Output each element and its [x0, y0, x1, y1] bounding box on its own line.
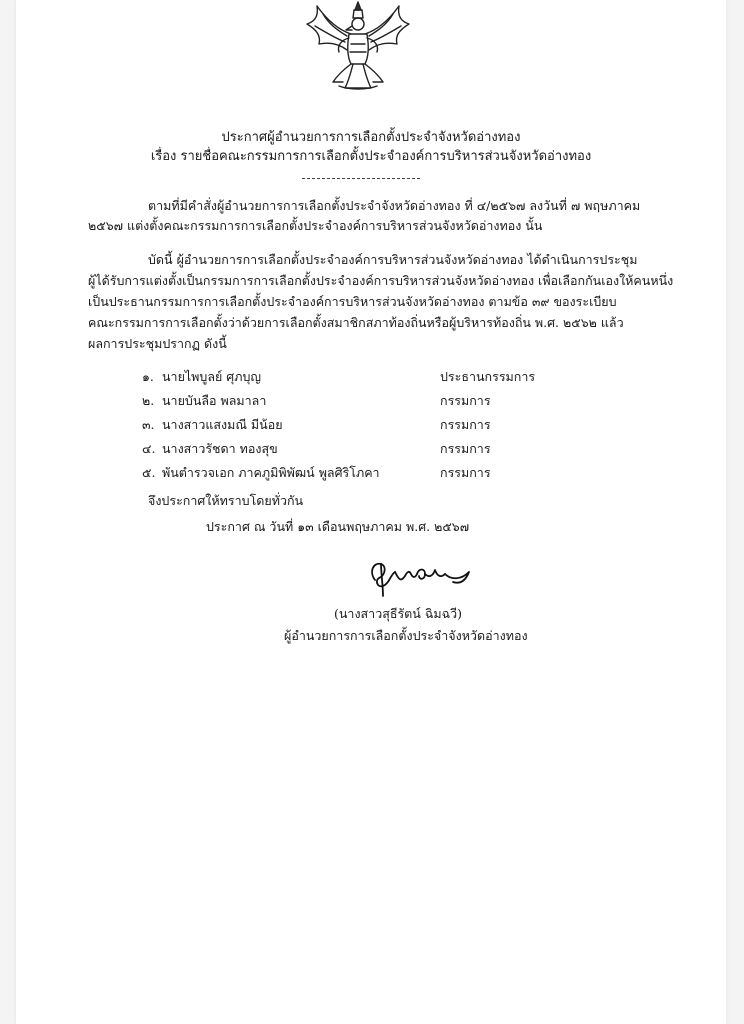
committee-number: ๕.: [142, 465, 156, 480]
paragraph-2-line-3: เป็นประธานกรรมการการเลือกตั้งประจำองค์การบริหารส่วนจังหวัดอ่างทอง ตามข้อ ๓๙ ของระเบียบ: [88, 294, 617, 309]
committee-name: นางสาวรัชดา ทองสุข: [162, 441, 278, 456]
committee-number: ๔.: [142, 441, 156, 456]
document-page: [16, 0, 726, 1024]
committee-number: ๒.: [142, 393, 155, 408]
paragraph-1-line-2: ๒๕๖๗ แต่งตั้งคณะกรรมการการเลือกตั้งประจำองค์การบริหารส่วนจังหวัดอ่างทอง นั้น: [88, 218, 543, 233]
signatory-name: (นางสาวสุธีรัตน์ ฉิมฉวี): [334, 606, 462, 621]
committee-name: นายบันลือ พลมาลา: [162, 393, 267, 408]
committee-row: [142, 440, 572, 458]
announcement-subject: เรื่อง รายชื่อคณะกรรมการการเลือกตั้งประจำองค์การบริหารส่วนจังหวัดอ่างทอง: [150, 149, 592, 164]
closing-announcement: จึงประกาศให้ทราบโดยทั่วกัน: [148, 493, 304, 508]
committee-role: กรรมการ: [440, 465, 491, 480]
committee-role: กรรมการ: [440, 441, 491, 456]
committee-row: [142, 368, 572, 386]
committee-row: [142, 392, 572, 410]
committee-name: นางสาวแสงมณี มีน้อย: [162, 417, 283, 432]
title-divider: [302, 178, 420, 179]
paragraph-2-line-5: ผลการประชุมปรากฏ ดังนี้: [88, 336, 227, 351]
committee-number: ๓.: [142, 417, 155, 432]
signatory-position: ผู้อำนวยการการเลือกตั้งประจำจังหวัดอ่างทอง: [284, 628, 528, 643]
committee-number: ๑.: [142, 369, 154, 384]
committee-row: [142, 416, 572, 434]
committee-role: กรรมการ: [440, 393, 491, 408]
announcement-title: ประกาศผู้อำนวยการการเลือกตั้งประจำจังหวัดอ่างทอง: [221, 130, 521, 145]
paragraph-1-line-1: ตามที่มีคำสั่งผู้อำนวยการการเลือกตั้งประจำจังหวัดอ่างทอง ที่ ๔/๒๕๖๗ ลงวันที่ ๗ พฤษภาคม: [148, 198, 641, 213]
committee-role: ประธานกรรมการ: [440, 369, 536, 384]
paragraph-2-line-4: คณะกรรมการการเลือกตั้งว่าด้วยการเลือกตั้งสมาชิกสภาท้องถิ่นหรือผู้บริหารท้องถิ่น พ.ศ. ๒๕๖๒ แล้ว: [88, 315, 624, 330]
committee-name: นายไพบูลย์ ศุภบุญ: [162, 369, 262, 384]
announcement-date: ประกาศ ณ วันที่ ๑๓ เดือนพฤษภาคม พ.ศ. ๒๕๖๗: [206, 519, 470, 534]
paragraph-2-line-2: ผู้ได้รับการแต่งตั้งเป็นกรรมการการเลือกตั้งประจำองค์การบริหารส่วนจังหวัดอ่างทอง เพื่อเลือกกันเองให้คนหนึ่ง: [88, 273, 674, 288]
committee-role: กรรมการ: [440, 417, 491, 432]
paragraph-2-line-1: บัดนี้ ผู้อำนวยการการเลือกตั้งประจำองค์การบริหารส่วนจังหวัดอ่างทอง ได้ดำเนินการประชุม: [148, 252, 638, 267]
signature-mark: [361, 550, 476, 600]
garuda-emblem-icon: [299, 0, 417, 92]
committee-row: [142, 464, 572, 482]
committee-name: พันตำรวจเอก ภาคภูมิพิพัฒน์ พูลศิริโภคา: [162, 465, 380, 480]
